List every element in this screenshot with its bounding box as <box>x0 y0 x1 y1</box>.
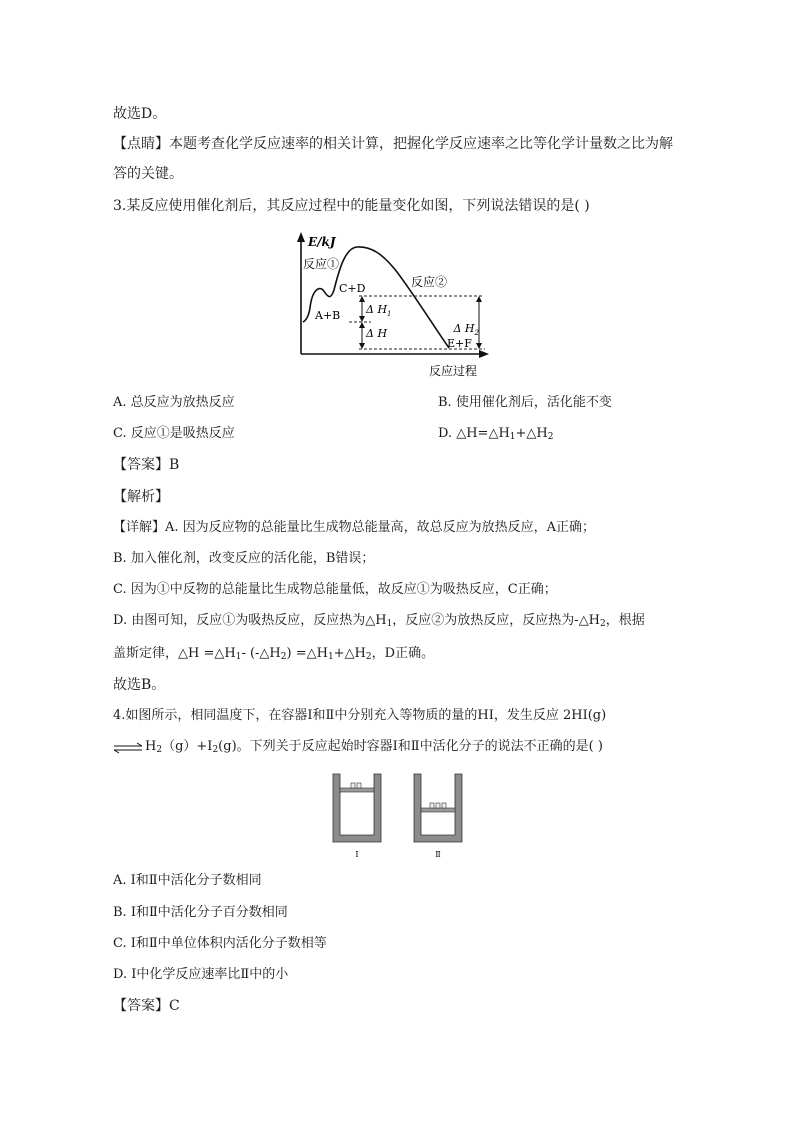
piston-1 <box>340 788 374 792</box>
ef-label: E+F <box>447 337 472 350</box>
q3-option-d: D. $\triangle H=\triangle H_1+\triangle H_2$ <box>438 426 554 442</box>
x-axis-arrow <box>479 350 489 358</box>
reaction-1-label: 反应① <box>303 257 340 271</box>
ab-label: A+B <box>315 309 341 322</box>
q4-option-b: B. Ⅰ和Ⅱ中活化分子百分数相同 <box>113 905 288 920</box>
dh2-label: Δ $H_2$ <box>453 322 479 337</box>
conclusion-3: 故选B。 <box>113 677 166 693</box>
q3-option-a: A. 总反应为放热反应 <box>113 395 235 410</box>
container-2 <box>414 774 462 842</box>
dh1-label: Δ $H_1$ <box>366 303 392 318</box>
q3-option-b: B. 使用催化剂后，活化能不变 <box>438 395 612 410</box>
q4-option-a: A. Ⅰ和Ⅱ中活化分子数相同 <box>113 873 262 888</box>
detail-b: B. 加入催化剂，改变反应的活化能，B错误； <box>113 551 375 566</box>
weight-1b <box>357 783 361 788</box>
container-1 <box>333 774 381 842</box>
q3-option-c: C. 反应①是吸热反应 <box>113 426 235 441</box>
reaction-2-label: 反应② <box>411 275 448 289</box>
answer-4: 【答案】C <box>113 998 180 1014</box>
containers-figure <box>330 770 465 862</box>
y-axis-label: E/kJ <box>308 235 336 249</box>
question-3: 3.某反应使用催化剂后，其反应过程中的能量变化如图，下列说法错误的是( ) <box>113 198 590 214</box>
analysis-heading: 【解析】 <box>113 489 169 505</box>
weight-2a <box>430 803 434 808</box>
detail-d-line-2: 盖斯定律，△H $=\triangle H_1-$ $(-\triangle H_2)$ $=\triangle H_1+\triangle H_2$，D正确。 <box>113 646 435 662</box>
detail-c: C. 因为①中反物的总能量比生成物总能量低，故反应①为吸热反应，C正确； <box>113 582 557 597</box>
q4-option-c: C. Ⅰ和Ⅱ中单位体积内活化分子数相等 <box>113 936 327 951</box>
note-line-1: 【点睛】本题考查化学反应速率的相关计算，把握化学反应速率之比等化学计量数之比为解 <box>113 136 673 152</box>
conclusion-prev: 故选D。 <box>113 106 167 122</box>
question-4-line-1: 4.如图所示，相同温度下，在容器Ⅰ和Ⅱ中分别充入等物质的量的HI，发生反应 2HI(g) <box>113 708 607 723</box>
note-line-2: 答的关键。 <box>113 166 183 182</box>
q4-option-d: D. Ⅰ中化学反应速率比Ⅱ中的小 <box>113 967 289 982</box>
detail-d-line-1: D. 由图可知，反应①为吸热反应，反应热为$\triangle H_1$，反应②为放热反应，反应热为$-\triangle H_2$，根据 <box>113 613 645 629</box>
detail-a: 【详解】A. 因为反应物的总能量比生成物总能量高，故总反应为放热反应，A正确； <box>113 520 596 535</box>
question-4-line-2: $H_2(g)+I_2(g)$。下列关于反应起始时容器Ⅰ和Ⅱ中活化分子的说法不正确的是( ) <box>113 737 603 757</box>
container-2-label: Ⅱ <box>435 850 441 859</box>
piston-2 <box>421 808 455 812</box>
weight-1a <box>351 783 355 788</box>
equilibrium-arrow-icon <box>113 741 143 753</box>
cd-label: C+D <box>339 282 366 295</box>
y-axis-arrow <box>297 232 305 242</box>
energy-diagram <box>295 228 495 380</box>
x-axis-label: 反应过程 <box>429 364 478 378</box>
weight-2c <box>442 803 446 808</box>
answer-3: 【答案】B <box>113 457 180 473</box>
dh-label: Δ H <box>366 327 388 340</box>
container-1-label: Ⅰ <box>355 850 359 859</box>
weight-2b <box>436 803 440 808</box>
